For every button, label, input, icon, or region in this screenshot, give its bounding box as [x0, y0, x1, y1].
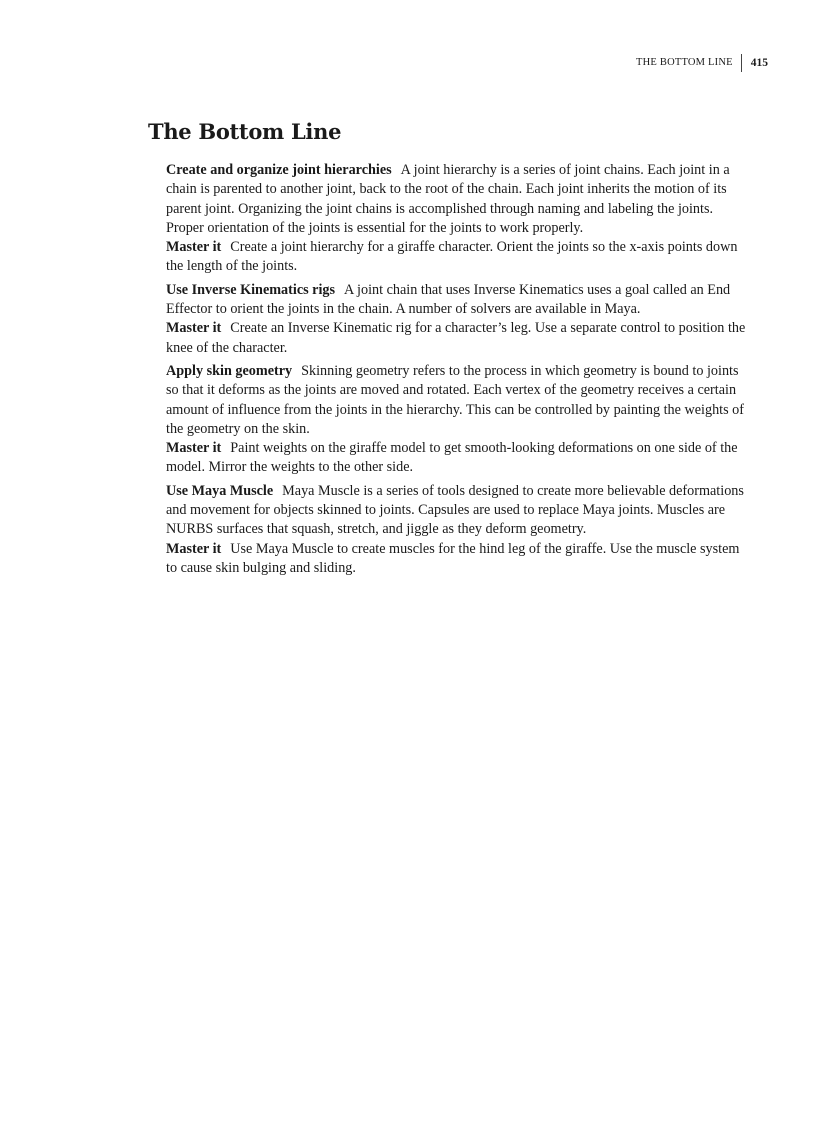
master-it-text: Create an Inverse Kinematic rig for a character’s leg. Use a separate control to position the knee of the character.	[166, 320, 746, 356]
master-it-paragraph	[166, 439, 752, 478]
master-it-label: Master it	[166, 239, 222, 256]
entry-skin-geometry	[166, 362, 752, 478]
running-head-title: THE BOTTOM LINE	[636, 54, 742, 72]
entry-term: Create and organize joint hierarchies	[166, 162, 392, 178]
page-number: 415	[750, 57, 768, 69]
master-it-paragraph	[166, 540, 752, 579]
master-it-text: Use Maya Muscle to create muscles for the hind leg of the giraffe. Use the muscle system to cause skin bulging and sliding.	[166, 540, 740, 576]
entry-paragraph	[166, 482, 752, 540]
entry-maya-muscle	[166, 482, 752, 578]
master-it-text: Create a joint hierarchy for a giraffe character. Orient the joints so the x-axis points down the length of the joints.	[166, 239, 738, 275]
running-head	[636, 54, 768, 72]
entry-text: A joint hierarchy is a series of joint chains. Each joint in a chain is parented to another joint, back to the root of the chain. Each joint inherits the motion of its parent joint. Organizing the joint chains is accomplished through naming and labeling the joints. Proper orientation of the joints is essential for the joints to work properly.	[166, 162, 730, 236]
entry-term: Use Inverse Kinematics rigs	[166, 281, 336, 298]
entry-term: Apply skin geometry	[166, 362, 293, 379]
master-it-label: Master it	[166, 320, 222, 337]
entry-term: Use Maya Muscle	[166, 482, 274, 499]
entry-paragraph	[166, 161, 752, 238]
entry-inverse-kinematics	[166, 281, 752, 358]
master-it-label: Master it	[166, 540, 222, 557]
entry-paragraph	[166, 362, 752, 439]
entry-paragraph	[166, 281, 752, 320]
master-it-paragraph	[166, 238, 752, 277]
master-it-paragraph	[166, 319, 752, 358]
entry-text: Skinning geometry refers to the process in which geometry is bound to joints so that it deforms as the joints are moved and rotated. Each vertex of the geometry receives a certain amount of influence from the joints in the hierarchy. This can be controlled by painting the weights of the geometry on the skin.	[166, 362, 744, 437]
entry-joint-hierarchies	[166, 161, 752, 277]
master-it-label: Master it	[166, 440, 222, 457]
master-it-text: Paint weights on the giraffe model to get smooth-looking deformations on one side of the model. Mirror the weights to the other side.	[166, 440, 738, 476]
section-title: The Bottom Line	[148, 119, 342, 144]
entry-text: A joint chain that uses Inverse Kinematics uses a goal called an End Effector to orient the joints in the chain. A number of solvers are available in Maya.	[166, 281, 731, 318]
bottom-line-content	[166, 161, 752, 582]
entry-text: Maya Muscle is a series of tools designed to create more believable deformations and movement for objects skinned to joints. Capsules are used to replace Maya joints. Muscles are NURBS surfaces that squash, stretch, and jiggle as they deform geometry.	[166, 482, 744, 538]
